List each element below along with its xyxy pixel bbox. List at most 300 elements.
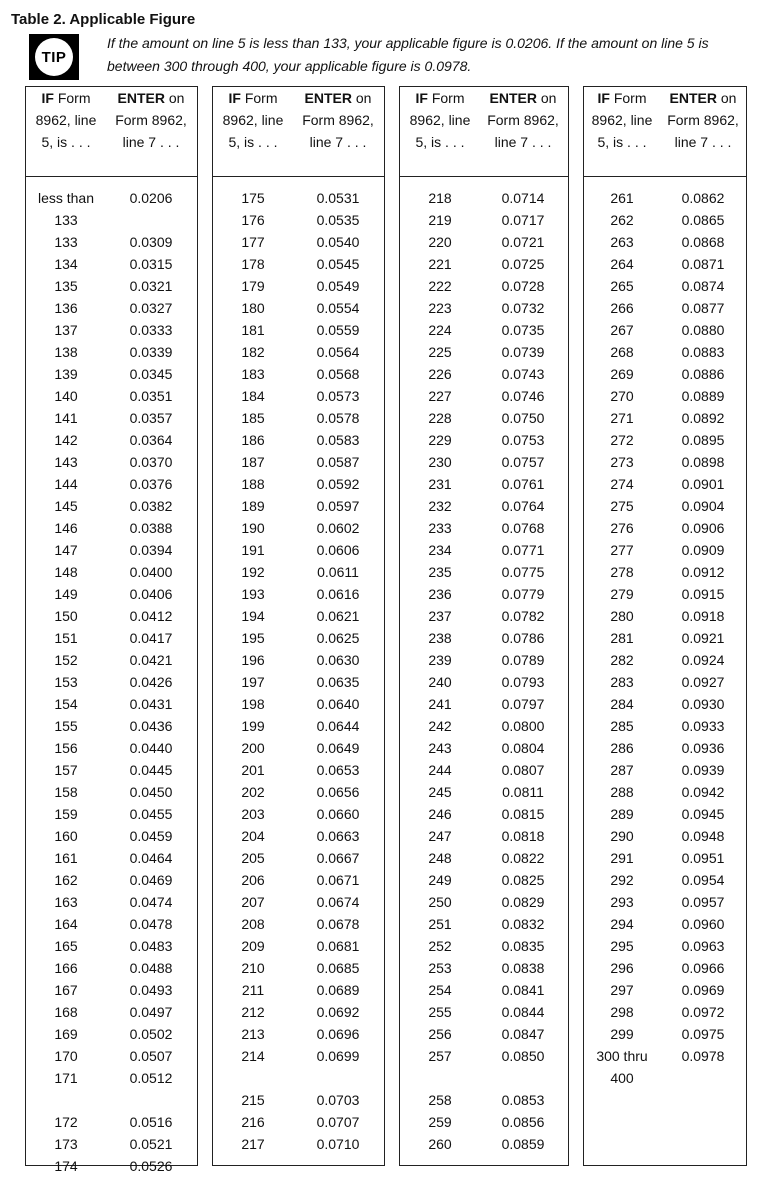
table-row [584,627,746,649]
applicable-figure: 0.0844 [501,1004,545,1020]
table-row [213,385,384,407]
line5-value: 290 [610,828,634,844]
line5-value: 295 [610,938,634,954]
table-row [400,473,568,495]
line5-value: 201 [241,762,265,778]
applicable-figure: 0.0616 [316,586,360,602]
applicable-figure: 0.0660 [316,806,360,822]
table-row [584,781,746,803]
applicable-figure: 0.0674 [316,894,360,910]
line5-value: 197 [241,674,265,690]
applicable-figure: 0.0315 [129,256,173,272]
table-row [584,671,746,693]
header-enter-keyword: ENTER [117,90,165,106]
table-row [213,517,384,539]
line5-value: 234 [428,542,452,558]
line5-value: 296 [610,960,634,976]
table-row [400,825,568,847]
table-row [26,517,197,539]
line5-value: 285 [610,718,634,734]
applicable-figure: 0.0797 [501,696,545,712]
table-row [400,451,568,473]
table-row [584,1045,746,1089]
table-header [400,87,568,177]
applicable-figure: 0.0710 [316,1136,360,1152]
line5-value: 264 [610,256,634,272]
line5-value: 211 [241,982,265,998]
line5-value: 299 [610,1026,634,1042]
line5-value: 267 [610,322,634,338]
line5-value: 139 [54,366,78,382]
applicable-figure: 0.0678 [316,916,360,932]
line5-value: 230 [428,454,452,470]
line5-value: less than 133 [37,190,95,228]
line5-value: 180 [241,300,265,316]
applicable-figure: 0.0597 [316,498,360,514]
line5-value: 157 [54,762,78,778]
line5-value: 272 [610,432,634,448]
applicable-figure: 0.0436 [129,718,173,734]
table-row [26,627,197,649]
line5-value: 250 [428,894,452,910]
table-row [26,891,197,913]
line5-value: 202 [241,784,265,800]
applicable-figure: 0.0725 [501,256,545,272]
line5-value: 165 [54,938,78,954]
applicable-figure: 0.0915 [681,586,725,602]
table-row [213,1089,384,1111]
table-row [400,363,568,385]
header-if-text: Form 8962, line 5, is . . . [409,90,471,150]
line5-value: 231 [428,476,452,492]
line5-value: 225 [428,344,452,360]
applicable-figure: 0.0445 [129,762,173,778]
header-enter-column [480,87,566,153]
line5-value: 200 [241,740,265,756]
table-row [584,231,746,253]
line5-value: 143 [54,454,78,470]
applicable-figure: 0.0764 [501,498,545,514]
table-row [213,561,384,583]
table-row [400,297,568,319]
table-row [26,1067,197,1089]
line5-value: 229 [428,432,452,448]
applicable-figure: 0.0757 [501,454,545,470]
table-row [26,957,197,979]
applicable-figure: 0.0625 [316,630,360,646]
line5-value: 209 [241,938,265,954]
applicable-figure: 0.0822 [501,850,545,866]
table-row [213,231,384,253]
applicable-figure: 0.0841 [501,982,545,998]
line5-value: 141 [54,410,78,426]
table-row [213,605,384,627]
header-enter-column [108,87,194,153]
table-row [584,605,746,627]
applicable-figure: 0.0535 [316,212,360,228]
line5-value: 203 [241,806,265,822]
table-row [400,737,568,759]
line5-value: 236 [428,586,452,602]
line5-value: 293 [610,894,634,910]
applicable-figure: 0.0357 [129,410,173,426]
applicable-figure: 0.0602 [316,520,360,536]
header-enter-keyword: ENTER [304,90,352,106]
applicable-figure: 0.0394 [129,542,173,558]
line5-value: 254 [428,982,452,998]
line5-value: 241 [428,696,452,712]
line5-value: 235 [428,564,452,580]
line5-value: 244 [428,762,452,778]
table-header [26,87,197,177]
line5-value: 156 [54,740,78,756]
line5-value: 263 [610,234,634,250]
applicable-figure: 0.0927 [681,674,725,690]
table-row [26,935,197,957]
table-row [26,781,197,803]
table-row [400,539,568,561]
applicable-figure: 0.0685 [316,960,360,976]
applicable-figure: 0.0862 [681,190,725,206]
line5-value: 153 [54,674,78,690]
table-row [213,649,384,671]
table-row [213,1133,384,1155]
applicable-figure: 0.0450 [129,784,173,800]
table-row [26,803,197,825]
line5-value: 189 [241,498,265,514]
line5-value: 164 [54,916,78,932]
line5-value: 232 [428,498,452,514]
applicable-figure: 0.0512 [129,1070,173,1086]
table-row [584,451,746,473]
table-row [26,737,197,759]
applicable-figure: 0.0382 [129,498,173,514]
applicable-figure: 0.0606 [316,542,360,558]
table-row [584,759,746,781]
line5-value: 279 [610,586,634,602]
applicable-figure: 0.0951 [681,850,725,866]
table-row [26,451,197,473]
line5-value: 173 [54,1136,78,1152]
applicable-figure: 0.0739 [501,344,545,360]
header-if-keyword: IF [597,90,610,106]
table-row [584,913,746,935]
applicable-figure: 0.0904 [681,498,725,514]
applicable-figure: 0.0681 [316,938,360,954]
line5-value: 159 [54,806,78,822]
line5-value: 208 [241,916,265,932]
table-row [584,473,746,495]
applicable-figure: 0.0793 [501,674,545,690]
applicable-figure: 0.0564 [316,344,360,360]
table-row [584,539,746,561]
table-row [400,275,568,297]
line5-value: 204 [241,828,265,844]
applicable-figure: 0.0901 [681,476,725,492]
table-row [26,363,197,385]
table-row [400,1023,568,1045]
table-row [213,847,384,869]
applicable-figure: 0.0975 [681,1026,725,1042]
line5-value: 133 [54,234,78,250]
applicable-figure: 0.0829 [501,894,545,910]
applicable-figure: 0.0502 [129,1026,173,1042]
applicable-figure: 0.0554 [316,300,360,316]
applicable-figure: 0.0587 [316,454,360,470]
table-row [213,319,384,341]
line5-value: 227 [428,388,452,404]
line5-value: 167 [54,982,78,998]
line5-value: 300 thru 400 [596,1048,648,1086]
line5-value: 226 [428,366,452,382]
applicable-figure: 0.0838 [501,960,545,976]
applicable-figure: 0.0924 [681,652,725,668]
table-row [213,209,384,231]
line5-value: 220 [428,234,452,250]
applicable-figure: 0.0469 [129,872,173,888]
header-if-text: Form 8962, line 5, is . . . [222,90,284,150]
applicable-figure: 0.0516 [129,1114,173,1130]
applicable-figure: 0.0635 [316,674,360,690]
table-row [213,869,384,891]
applicable-figure: 0.0892 [681,410,725,426]
applicable-figure: 0.0895 [681,432,725,448]
table-row [400,429,568,451]
applicable-figure: 0.0649 [316,740,360,756]
table-row [400,803,568,825]
applicable-figure: 0.0521 [129,1136,173,1152]
applicable-figure: 0.0671 [316,872,360,888]
applicable-figure: 0.0474 [129,894,173,910]
applicable-figure: 0.0768 [501,520,545,536]
line5-value: 138 [54,344,78,360]
applicable-figure: 0.0859 [501,1136,545,1152]
table-row [584,1023,746,1045]
line5-value: 163 [54,894,78,910]
applicable-figure: 0.0921 [681,630,725,646]
table-row [584,979,746,1001]
line5-value: 207 [241,894,265,910]
line5-value: 140 [54,388,78,404]
applicable-figure: 0.0400 [129,564,173,580]
applicable-figure: 0.0898 [681,454,725,470]
applicable-figure: 0.0370 [129,454,173,470]
applicable-figure: 0.0421 [129,652,173,668]
table-row [213,715,384,737]
table-row [400,319,568,341]
table-row [213,297,384,319]
applicable-figure: 0.0789 [501,652,545,668]
line5-value: 275 [610,498,634,514]
applicable-figure: 0.0573 [316,388,360,404]
applicable-figure: 0.0880 [681,322,725,338]
applicable-figure: 0.0847 [501,1026,545,1042]
line5-value: 223 [428,300,452,316]
table-panel [212,86,385,1166]
applicable-figure: 0.0807 [501,762,545,778]
line5-value: 266 [610,300,634,316]
line5-value: 218 [428,190,452,206]
table-row [26,693,197,715]
applicable-figure: 0.0775 [501,564,545,580]
table-row [26,869,197,891]
table-row [26,1045,197,1067]
table-row [26,561,197,583]
line5-value: 187 [241,454,265,470]
table-row [584,1001,746,1023]
table-row [400,847,568,869]
applicable-figure: 0.0559 [316,322,360,338]
line5-value: 196 [241,652,265,668]
line5-value: 258 [428,1092,452,1108]
line5-value: 219 [428,212,452,228]
header-if-text: Form 8962, line 5, is . . . [35,90,97,150]
table-row [584,869,746,891]
line5-value: 170 [54,1048,78,1064]
applicable-figure: 0.0321 [129,278,173,294]
line5-value: 147 [54,542,78,558]
applicable-figure: 0.0969 [681,982,725,998]
line5-value: 261 [610,190,634,206]
line5-value: 294 [610,916,634,932]
line5-value: 233 [428,520,452,536]
applicable-figure: 0.0909 [681,542,725,558]
table-row [213,363,384,385]
applicable-figure: 0.0835 [501,938,545,954]
line5-value: 168 [54,1004,78,1020]
applicable-figure: 0.0526 [129,1158,173,1174]
table-row [26,649,197,671]
applicable-figure: 0.0388 [129,520,173,536]
table-row [400,1001,568,1023]
table-row [26,495,197,517]
table-row [213,187,384,209]
table-row [584,737,746,759]
applicable-figure: 0.0825 [501,872,545,888]
applicable-figure: 0.0417 [129,630,173,646]
applicable-figure: 0.0545 [316,256,360,272]
table-row [400,913,568,935]
table-row [400,781,568,803]
line5-value: 162 [54,872,78,888]
table-row [26,231,197,253]
line5-value: 224 [428,322,452,338]
table-row [26,1001,197,1023]
line5-value: 152 [54,652,78,668]
table-row [400,891,568,913]
line5-value: 283 [610,674,634,690]
table-panel [583,86,747,1166]
applicable-figure: 0.0568 [316,366,360,382]
table-row [213,957,384,979]
line5-value: 160 [54,828,78,844]
table-row [213,891,384,913]
table-row [26,1133,197,1155]
line5-value: 242 [428,718,452,734]
applicable-figure: 0.0493 [129,982,173,998]
table-row [213,1111,384,1133]
table-panel [25,86,198,1174]
applicable-figure: 0.0743 [501,366,545,382]
applicable-figure: 0.0345 [129,366,173,382]
line5-value: 270 [610,388,634,404]
table-row [400,759,568,781]
table-row [213,737,384,759]
applicable-figure: 0.0703 [316,1092,360,1108]
table-row [400,583,568,605]
header-enter-text: on Form 8962, line 7 . . . [487,90,559,150]
applicable-figure: 0.0364 [129,432,173,448]
line5-value: 198 [241,696,265,712]
table-row [26,1155,197,1177]
table-row [584,407,746,429]
applicable-figure: 0.0957 [681,894,725,910]
tip-icon-label: TIP [35,38,73,76]
table-row [26,671,197,693]
applicable-figure: 0.0761 [501,476,545,492]
applicable-figure: 0.0426 [129,674,173,690]
line5-value: 243 [428,740,452,756]
header-if-keyword: IF [415,90,428,106]
applicable-figure: 0.0753 [501,432,545,448]
header-enter-keyword: ENTER [489,90,537,106]
header-enter-text: on Form 8962, line 7 . . . [115,90,187,150]
table-row [400,671,568,693]
line5-value: 251 [428,916,452,932]
line5-value: 155 [54,718,78,734]
applicable-figure: 0.0376 [129,476,173,492]
table-row [213,253,384,275]
table-row [213,803,384,825]
line5-value: 134 [54,256,78,272]
line5-value: 221 [428,256,452,272]
table-row [400,627,568,649]
applicable-figure: 0.0583 [316,432,360,448]
applicable-figure: 0.0630 [316,652,360,668]
table-row [584,495,746,517]
table-row [213,979,384,1001]
table-row [26,253,197,275]
line5-value: 166 [54,960,78,976]
applicable-figure: 0.0746 [501,388,545,404]
applicable-figure: 0.0351 [129,388,173,404]
table-row [584,825,746,847]
line5-value: 195 [241,630,265,646]
line5-value: 292 [610,872,634,888]
line5-value: 239 [428,652,452,668]
line5-value: 183 [241,366,265,382]
applicable-figure: 0.0930 [681,696,725,712]
line5-value: 245 [428,784,452,800]
table-row [584,319,746,341]
line5-value: 281 [610,630,634,646]
line5-value: 174 [54,1158,78,1174]
line5-value: 148 [54,564,78,580]
table-row [213,473,384,495]
table-row [400,341,568,363]
table-row [400,187,568,209]
applicable-figure: 0.0333 [129,322,173,338]
table-row [584,957,746,979]
table-row [213,825,384,847]
table-row [213,781,384,803]
table-row [400,1045,568,1067]
applicable-figure: 0.0832 [501,916,545,932]
line5-value: 199 [241,718,265,734]
applicable-figure: 0.0939 [681,762,725,778]
applicable-figure: 0.0611 [317,564,359,580]
table-row [26,759,197,781]
